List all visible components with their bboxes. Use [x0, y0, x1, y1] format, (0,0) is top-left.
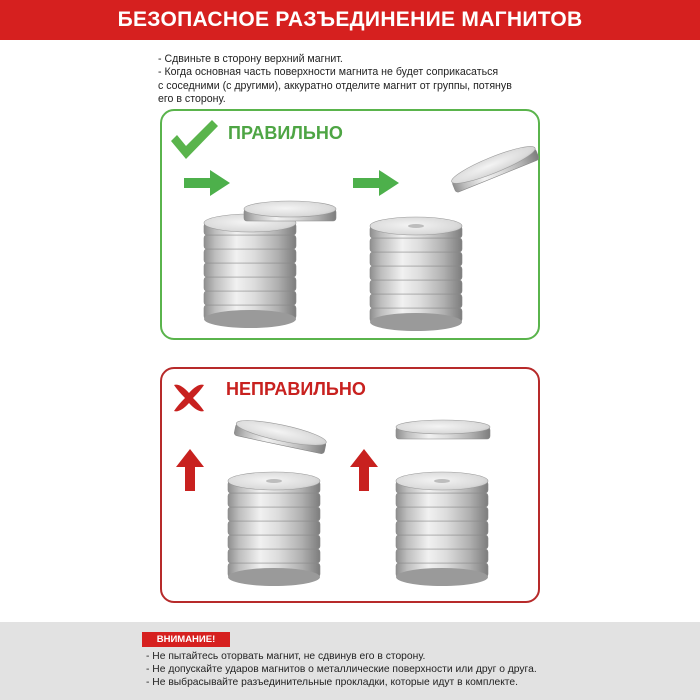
instruction-line: - Сдвиньте в сторону верхний магнит. — [158, 53, 343, 65]
warning-list — [146, 651, 537, 689]
magnet-stack-shifted — [202, 193, 342, 333]
instructions-text — [158, 53, 558, 107]
magnet-stack-separated — [368, 196, 478, 336]
warning-badge: ВНИМАНИЕ! — [142, 632, 230, 647]
magnet-flat — [394, 417, 494, 447]
magnet-stack — [226, 451, 336, 591]
warning-line: - Не пытайтесь оторвать магнит, не сдвинув его в сторону. — [146, 651, 426, 662]
wrong-method-panel — [160, 367, 540, 603]
warning-line: - Не допускайте ударов магнитов о металлические поверхности или друг о друга. — [146, 663, 537, 675]
wrong-label: НЕПРАВИЛЬНО — [226, 379, 366, 399]
checkmark-icon — [168, 117, 220, 163]
header-banner — [0, 0, 700, 40]
magnet-stack — [394, 451, 504, 591]
page-title: БЕЗОПАСНОЕ РАЗЪЕДИНЕНИЕ МАГНИТОВ — [117, 8, 583, 31]
correct-label: ПРАВИЛЬНО — [228, 123, 343, 143]
cross-icon — [170, 381, 208, 415]
warning-line: - Не выбрасывайте разъединительные прокладки, которые идут в комплекте. — [146, 676, 518, 688]
correct-method-panel — [160, 109, 540, 340]
instruction-line: его в сторону. — [158, 93, 226, 106]
magnet-tilted — [446, 129, 541, 199]
arrow-up-icon — [350, 449, 378, 491]
instruction-line: с соседними (с другими), аккуратно отделите магнит от группы, потянув — [158, 79, 512, 92]
arrow-right-icon — [353, 170, 399, 196]
instruction-line: - Когда основная часть поверхности магнита не будет соприкасаться — [158, 66, 499, 79]
arrow-up-icon — [176, 449, 204, 491]
